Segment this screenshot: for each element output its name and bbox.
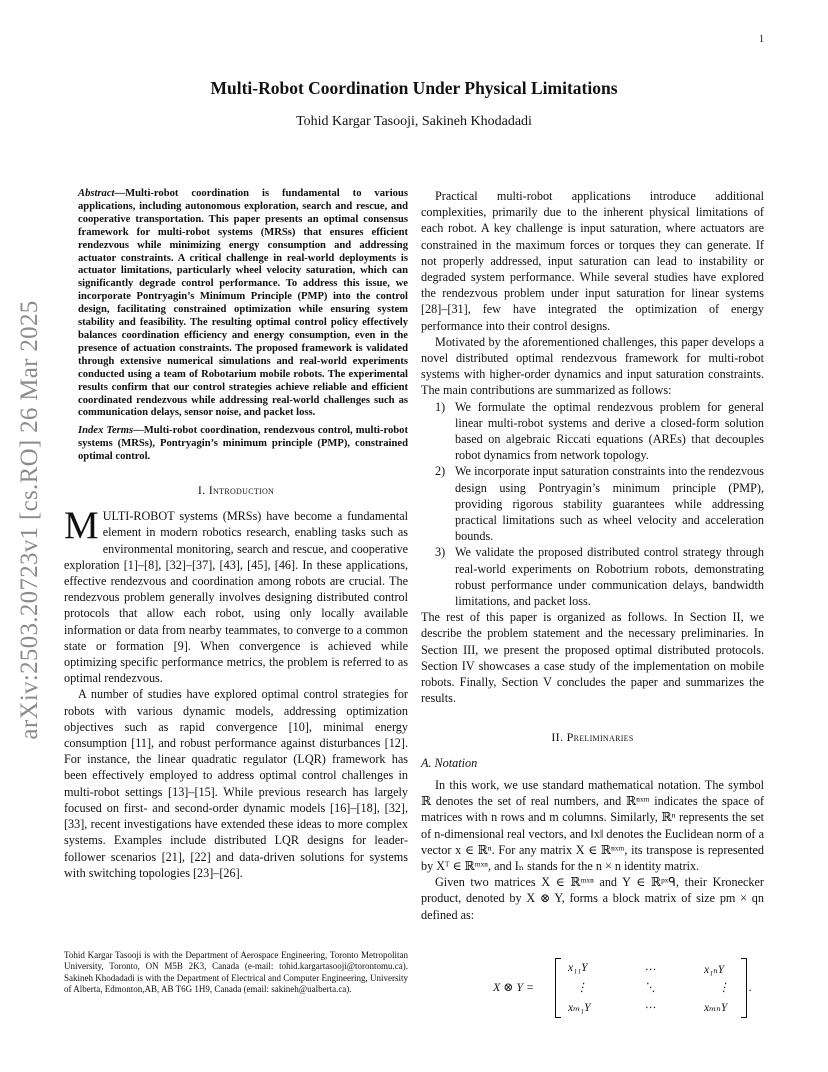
matrix-cell: ⋯ — [644, 964, 656, 976]
right-paragraph-2: Motivated by the aforementioned challenges, this paper develops a novel distributed optimal rendezvous framework for multi-robot systems with higher-order dynamics and input saturation constraints. The main contributions are summarized as follows: — [421, 334, 764, 398]
matrix-cell: ⋯ — [644, 1002, 656, 1014]
equation-end: . — [749, 980, 752, 994]
list-item — [421, 399, 764, 464]
list-text: We incorporate input saturation constraints into the rendezvous design using Pontryagin’s minimum principle (PMP), providing rigorous stability guarantees while addressing practical limitations such as wheel velocity and acceleration bounds. — [455, 464, 764, 544]
list-number: 2) — [435, 464, 446, 479]
section-title: Introduction — [208, 483, 275, 498]
section-heading-preliminaries — [421, 729, 764, 745]
author-footnote: Tohid Kargar Tasooji is with the Department of Aerospace Engineering, Toronto Metropolitan University, Toronto, ON M5B 2K3, Canada (e-mail: tohid.kargartasooji@torontomu.ca). Sakineh Khodadadi is with the Department of Electrical and Computer Engineering, University of Alberta, Edmonton,AB, AB T6G 1H9, Canada (email: sakineh@ualberta.ca). — [64, 950, 408, 995]
arxiv-stamp-text: arXiv:2503.20723v1 [cs.RO] 26 Mar 2025 — [16, 300, 43, 740]
matrix-cell: ⋱ — [644, 982, 656, 994]
section-title: Preliminaries — [566, 729, 634, 744]
page-number: 1 — [759, 34, 764, 45]
contributions-list — [421, 399, 764, 610]
abstract-label: Abstract — [78, 188, 115, 199]
paper-authors: Tohid Kargar Tasooji, Sakineh Khodadadi — [296, 114, 532, 129]
drop-cap: M — [64, 504, 99, 548]
list-number: 3) — [435, 545, 446, 560]
matrix-cell: ⋮ — [576, 982, 588, 994]
index-terms-text: —Multi-robot coordination, rendezvous control, multi-robot systems (MRSs), Pontryagin’s minimum principle (PMP), constrained optimal control. — [78, 425, 408, 463]
matrix-cell: xₘₙY — [704, 1002, 728, 1014]
matrix-cell: xₘ₁Y — [568, 1002, 591, 1014]
index-terms — [64, 425, 408, 464]
abstract — [64, 188, 408, 420]
arxiv-stamp — [10, 280, 50, 760]
matrix-cell: x₁ₙY — [704, 964, 725, 976]
section-number: II. — [551, 729, 564, 744]
abstract-text: —Multi-robot coordination is fundamental to various applications, including autonomous exploration, search and rescue, and cooperative transportation. This paper presents an optimal consensus framework for multi-robot systems (MRSs) that ensures efficient rendezvous while minimizing energy consumption and addressing actuator constraints. A critical challenge in real-world deployments is actuator limitations, particularly wheel velocity saturation, which can significantly degrade control performance. To address this issue, we incorporate Pontryagin’s Minimum Principle (PMP) into the control design, facilitating constrained optimization while ensuring system stability and feasibility. The resulting optimal control policy effectively balances coordination efficiency and energy consumption, even in the presence of actuation constraints. The proposed framework is validated through extensive numerical simulations and real-world experiments conducted using a team of Robotarium mobile robots. The experimental results confirm that our control strategies achieve reliable and efficient coordinated rendezvous while addressing real-world challenges such as communication delays, sensor noise, and packet loss. — [78, 188, 408, 419]
equation-lhs: X ⊗ Y = — [493, 980, 535, 994]
right-column — [421, 188, 764, 923]
subsection-notation: A. Notation — [421, 755, 478, 770]
index-terms-label: Index Terms — [78, 425, 134, 437]
list-text: We formulate the optimal rendezvous problem for general linear multi-robot systems and derive a closed-form solution based on algebraic Riccati equations (AREs) that decouples robot dynamics from network topology. — [455, 399, 764, 463]
left-column — [64, 188, 408, 881]
matrix-bracket — [555, 958, 747, 1018]
notation-paragraph: In this work, we use standard mathematical notation. The symbol ℝ denotes the set of real numbers, and ℝⁿˣᵐ indicates the space of matrices with n rows and m columns. Similarly, ℝⁿ represents the set of n-dimensional real vectors, and ‖x‖ denotes the Euclidean norm of a vector x ∈ ℝⁿ. For any matrix X ∈ ℝⁿˣᵐ, its transpose is represented by Xᵀ ∈ ℝᵐˣⁿ, and Iₙ stands for the n × n identity matrix. — [421, 777, 764, 873]
intro-paragraph-2: A number of studies have explored optimal control strategies for robots with various dynamic models, addressing optimization objectives such as rapid convergence [10], minimal energy consumption [11], and robust performance against disturbances [12]. For instance, the linear quadratic regulator (LQR) framework has been effectively employed to address optimal control challenges in multi-robot settings [13]–[15]. While previous research has largely focused on first- and second-order dynamic models [16]–[18], [32], [33], recent investigations have extended these ideas to more complex systems. Examples include distributed LQR designs for leader-follower scenarios [21], [22] and data-driven solutions for systems with switching topologies [23]–[26]. — [64, 687, 408, 880]
list-text: We validate the proposed distributed control strategy through real-world experiments on Robotrium robots, demonstrating robust performance under communication delays, bandwidth limitations, and packet loss. — [455, 545, 764, 609]
paper-title: Multi-Robot Coordination Under Physical Limitations — [210, 78, 618, 98]
section-heading-introduction — [64, 482, 408, 498]
list-number: 1) — [435, 399, 446, 414]
list-item — [421, 544, 764, 609]
matrix-cell: x₁₁Y — [568, 962, 588, 974]
intro-paragraph-1 — [64, 504, 408, 686]
kronecker-paragraph: Given two matrices X ∈ ℝᵐˣⁿ and Y ∈ ℝᵖˣᑫ, their Kronecker product, denoted by X ⊗ Y, forms a block matrix of size pm × qn defined as: — [421, 875, 764, 922]
right-paragraph-1: Practical multi-robot applications introduce additional complexities, primarily due to the inherent physical limitations of each robot. A key challenge is input saturation, where actuators are constrained in the maximum forces or torques they can generate. If not properly addressed, input saturation can lead to instability or degraded system performance. While several studies have explored the rendezvous problem under input saturation for linear systems [28]–[31], few have integrated the optimization of energy performance into their control designs. — [421, 189, 764, 333]
section-number: I. — [197, 483, 206, 498]
intro-paragraph-1-text: systems (MRSs) have become a fundamental element in modern robotics research, enabling tasks such as environmental monitoring, search and rescue, and cooperative exploration [1]–[8], [32]–[37], [43], [45], [46]. In these applications, effective rendezvous and coordination among robots are crucial. The rendezvous problem generally involves designing distributed control protocols that allow each robot, using only locally available information or data from nearby teammates, to converge to a common state or formation [9]. When convergence is achieved while optimizing specific performance metrics, the problem is referred to as optimal rendezvous. — [64, 509, 408, 686]
matrix-cell: ⋮ — [718, 982, 730, 994]
intro-lead-word: ULTI-ROBOT — [102, 509, 175, 524]
right-paragraph-3: The rest of this paper is organized as follows. In Section II, we describe the problem statement and the necessary preliminaries. In Section III, we present the proposed optimal distributed protocols. Section IV showcases a case study of the implementation on mobile robots. Finally, Section V concludes the paper and summarizes the results. — [421, 610, 764, 706]
list-item — [421, 463, 764, 544]
